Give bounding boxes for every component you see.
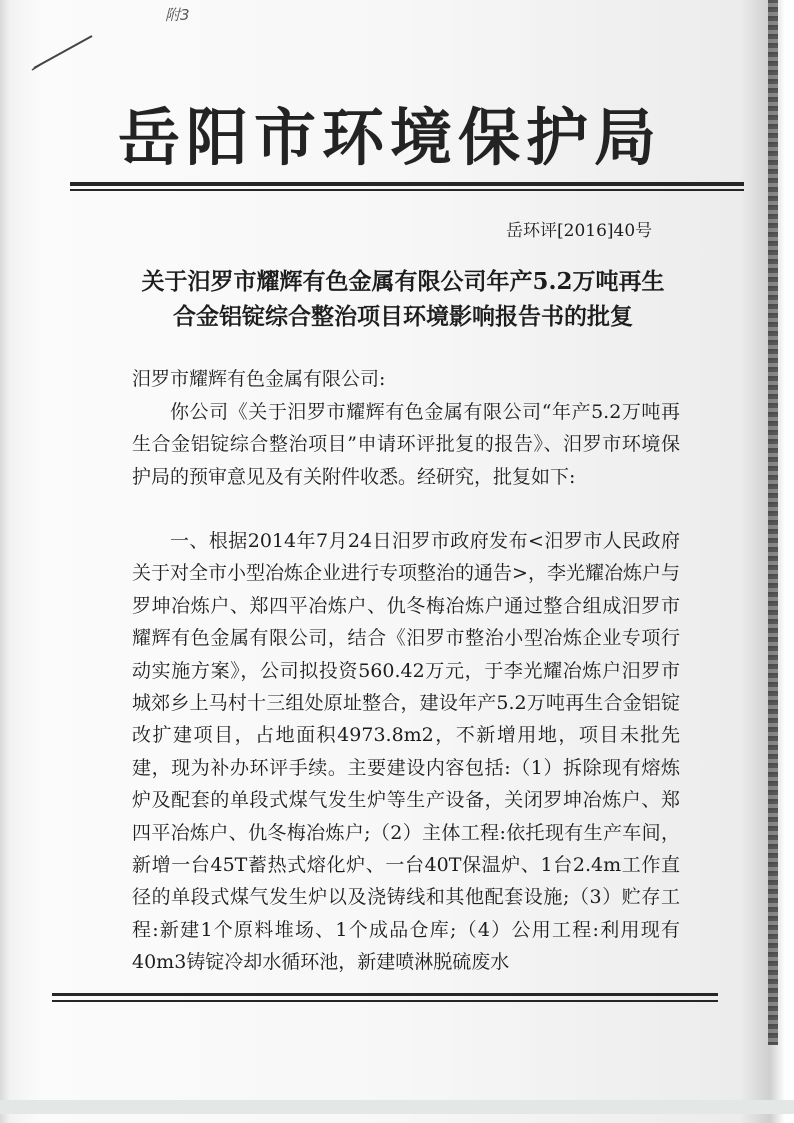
letterhead-rule-thin [70,189,744,191]
pen-stroke-mark [30,32,100,72]
document-number: 岳环评[2016]40号 [506,221,653,241]
scan-bottom-strip [0,1100,794,1114]
document-title [118,264,688,334]
letterhead-rule-thick [70,182,744,186]
salutation: 汨罗市耀辉有色金属有限公司: [132,368,386,390]
handwritten-annotation: 附3 [165,6,190,24]
agency-letterhead: 岳阳市环境保护局 [118,101,663,174]
footer-rule-thick [52,993,718,996]
paragraph-2: 一、根据2014年7月24日汨罗市政府发布<汨罗市人民政府关于对全市小型冶炼企业进行专项整治的通告>，李光耀冶炼户与罗坤冶炼户、郑四平冶炼户、仇冬梅冶炼户通过整合组成汨罗市耀辉有色金属有限公司，结合《汨罗市整治小型冶炼企业专项行动实施方案》，公司拟投资560.42万元，于李光耀冶炼户汨罗市城郊乡上马村十三组处原址整合，建设年产5.2万吨再生合金铝锭改扩建项目，占地面积4973.8m2，不新增用地，项目未批先建，现为补办环评手续。主要建设内容包括:（1）拆除现有熔炼炉及配套的单段式煤气发生炉等生产设备，关闭罗坤冶炼户、郑四平冶炼户、仇冬梅冶炼户;（2）主体工程:依托现有生产车间，新增一台45T蓄热式熔化炉、一台40T保温炉、1台2.4m工作直径的单段式煤气发生炉以及浇铸线和其他配套设施;（3）贮存工程:新建1个原料堆场、1个成品仓库;（4）公用工程:利用现有40m3铸锭冷却水循环池，新建喷淋脱硫废水 [132,530,680,974]
paragraph-1: 你公司《关于汨罗市耀辉有色金属有限公司“年产5.2万吨再生合金铝锭综合整治项目”申请环评批复的报告》、汨罗市环境保护局的预审意见及有关附件收悉。经研究，批复如下: [132,401,680,488]
title-line-1: 关于汨罗市耀辉有色金属有限公司年产5.2万吨再生 [141,268,665,295]
footer-rule-thin [52,1000,718,1002]
title-line-2: 合金铝锭综合整治项目环境影响报告书的批复 [173,303,633,330]
scan-edge-shadow [768,0,778,1045]
